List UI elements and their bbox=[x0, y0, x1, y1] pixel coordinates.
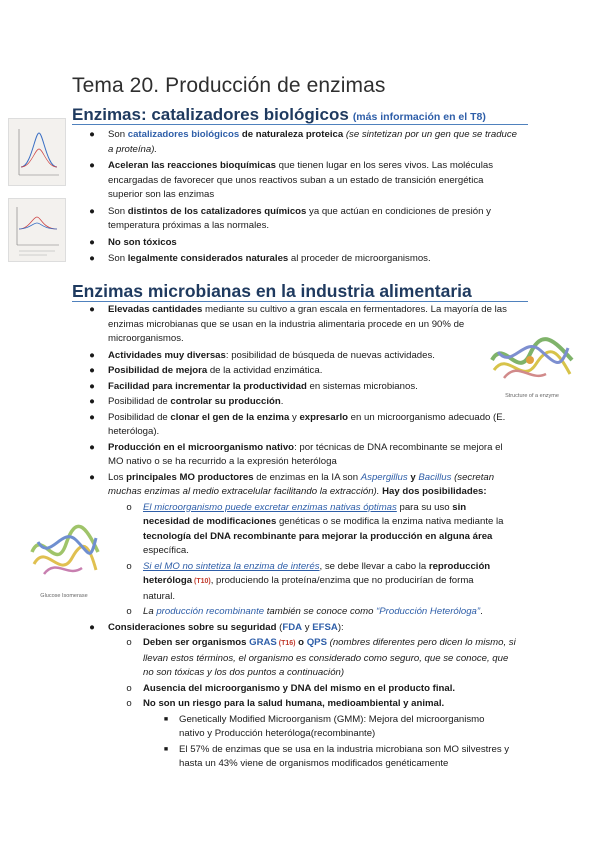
text: específica. bbox=[143, 545, 189, 556]
bullet-icon: ■ bbox=[163, 715, 169, 723]
bullet-icon: ● bbox=[89, 380, 95, 392]
bold-text: necesidad de modificaciones bbox=[143, 516, 277, 527]
text: . bbox=[280, 396, 284, 407]
bold-text: Hay dos posibilidades bbox=[379, 486, 484, 497]
bold-text: Deben ser organismos bbox=[143, 637, 250, 648]
bullet-icon: ● bbox=[89, 160, 95, 171]
text: enzimas microbianas que se usan en la industria alimentaria procede en un 90% de bbox=[108, 318, 465, 330]
text: y bbox=[289, 411, 300, 423]
bullet-icon: o bbox=[126, 606, 132, 617]
italic-text: muchas enzimas al medio extracelular facilitando la extracción). bbox=[108, 486, 380, 497]
text: temperatura próximas a las normales. bbox=[108, 220, 270, 231]
text: Los bbox=[108, 471, 127, 483]
topic-tag: (T16) bbox=[276, 640, 296, 647]
text: ( bbox=[276, 621, 283, 633]
list-item bbox=[88, 252, 528, 267]
bullet-icon: ● bbox=[89, 129, 95, 140]
bullet-icon: o bbox=[126, 637, 132, 648]
list-item bbox=[125, 560, 528, 605]
text: nativo y Producción heteróloga(recombinante) bbox=[179, 728, 376, 739]
list-item bbox=[88, 364, 528, 379]
bold-text: reproducción bbox=[428, 560, 491, 572]
bold-text: legalmente considerados naturales bbox=[127, 253, 289, 264]
section-heading-text: Enzimas: catalizadores biológicos bbox=[72, 105, 349, 124]
text: de la actividad enzimática. bbox=[207, 365, 323, 376]
bold-text: Posibilidad de mejora bbox=[108, 365, 208, 376]
text: de enzimas en la IA son bbox=[253, 471, 361, 483]
text: heteróloga). bbox=[108, 426, 160, 437]
text: ya que actúan en condiciones de presión y bbox=[306, 205, 491, 217]
italic-text: La bbox=[143, 606, 157, 617]
text: mediante su cultivo a gran escala en fermentadores. La mayoría de las bbox=[202, 304, 507, 315]
highlight: QPS bbox=[306, 637, 327, 648]
list-item bbox=[88, 236, 528, 251]
list-item bbox=[88, 441, 528, 470]
agency: EFSA bbox=[312, 621, 338, 633]
bullet-icon: ● bbox=[89, 621, 95, 633]
text: que tienen lugar en los seres vivos. Las moléculas bbox=[275, 160, 494, 171]
text: : bbox=[483, 486, 487, 497]
bold-text: clonar el gen de la enzima bbox=[170, 411, 290, 423]
text: natural. bbox=[143, 590, 175, 602]
section-heading-enzimas bbox=[72, 105, 486, 125]
bullet-icon: o bbox=[126, 682, 132, 694]
text: MO nativo o se ha recurrido a la expresión heteróloga bbox=[108, 456, 337, 467]
link-text[interactable]: El microorganismo puede excretar enzimas nativas óptimas bbox=[143, 501, 397, 513]
text: microorganismos. bbox=[108, 333, 184, 344]
highlight: GRAS bbox=[249, 637, 277, 648]
text: en sistemas microbianos. bbox=[306, 380, 418, 392]
genus-name: Aspergillus bbox=[360, 471, 408, 483]
bullet-icon: ● bbox=[89, 441, 95, 453]
text: El 57% de enzimas que se usa en la industria microbiana son MO silvestres y bbox=[179, 743, 510, 755]
bullet-icon: ● bbox=[89, 236, 95, 248]
agency: FDA bbox=[282, 621, 303, 633]
bullet-icon: ■ bbox=[163, 745, 169, 753]
section-heading-microbianas: Enzimas microbianas en la industria alimentaria bbox=[72, 281, 472, 301]
bold-text: Aceleran las reacciones bioquímicas bbox=[108, 160, 276, 171]
bold-text: sin bbox=[452, 501, 467, 513]
bullet-icon: o bbox=[126, 698, 132, 709]
figure-caption: Structure of a enzyme bbox=[505, 393, 559, 399]
bullet-icon: ● bbox=[89, 365, 95, 376]
list-item bbox=[125, 682, 528, 697]
page-title: Tema 20. Producción de enzimas bbox=[72, 74, 386, 97]
list-item bbox=[125, 501, 528, 559]
list-item bbox=[88, 411, 528, 440]
bold-text: Elevadas cantidades bbox=[108, 304, 203, 315]
text: , produciendo la proteína/enzima que no producirían de forma bbox=[210, 575, 474, 586]
italic-text: no son tóxicas y los dos puntos a continuación) bbox=[143, 667, 345, 678]
bold-text: distintos de los catalizadores químicos bbox=[127, 205, 307, 217]
bold-text: Facilidad para incrementar la productividad bbox=[108, 380, 307, 392]
text: Genetically Modified Microorganism (GMM): Mejora del microorganismo bbox=[179, 713, 485, 725]
italic-text: (nombres diferentes pero dicen lo mismo, si bbox=[326, 637, 516, 648]
bullet-icon: ● bbox=[89, 471, 95, 483]
figure-caption: Glucose Isomerase bbox=[40, 593, 88, 599]
list-item bbox=[88, 128, 528, 157]
list-item bbox=[88, 349, 528, 364]
bold-text: Producción en el microorganismo nativo bbox=[108, 441, 295, 453]
list-item bbox=[125, 697, 528, 712]
bold-text: Consideraciones sobre su seguridad bbox=[108, 621, 277, 633]
text: Posibilidad de bbox=[108, 396, 171, 407]
heading-rule bbox=[72, 124, 528, 125]
text: encargadas de favorecer que unos reactivos suban a un estado de transición energética bbox=[108, 174, 484, 186]
text: Son bbox=[108, 205, 128, 217]
highlight: catalizadores biológicos bbox=[127, 129, 240, 140]
bold-text: controlar su producción bbox=[170, 396, 281, 407]
highlight: producción recombinante bbox=[156, 606, 265, 617]
text: . bbox=[480, 606, 483, 617]
section-note: (más información en el T8) bbox=[352, 111, 486, 123]
list-item bbox=[125, 636, 528, 681]
bullet-icon: ● bbox=[89, 205, 95, 217]
text: para su uso bbox=[396, 501, 453, 513]
bold-text: expresarlo bbox=[299, 411, 348, 423]
highlight: “Producción Heteróloga” bbox=[376, 606, 481, 617]
bullet-icon: ● bbox=[89, 411, 95, 423]
italic-text: (se sintetizan por un gen que se traduce bbox=[343, 129, 518, 140]
graph-icon bbox=[9, 119, 65, 185]
bold-text: principales MO productores bbox=[126, 471, 254, 483]
text: al proceder de microorganismos. bbox=[288, 253, 431, 264]
list-item bbox=[88, 159, 528, 203]
text: Son bbox=[108, 129, 128, 140]
text: superior son las enzimas bbox=[108, 189, 215, 200]
list-item bbox=[162, 713, 528, 742]
italic-text: a proteína). bbox=[108, 143, 158, 155]
bold-text: tecnología del DNA recombinante para mejorar la producción en alguna área bbox=[143, 530, 493, 542]
text: : posibilidad de búsqueda de nuevas actividades. bbox=[225, 349, 435, 361]
list-item bbox=[88, 205, 528, 234]
text: Posibilidad de bbox=[108, 411, 171, 423]
list-item bbox=[88, 471, 528, 500]
heading-rule bbox=[72, 301, 528, 302]
italic-text: llevan estos términos, el organismo es considerado como seguro, que se conoce, que bbox=[143, 652, 509, 664]
list-item bbox=[88, 395, 528, 410]
list-item bbox=[162, 743, 528, 772]
graph-icon bbox=[9, 199, 65, 261]
text: hasta un 43% viene de organismos modificados genéticamente bbox=[179, 758, 449, 769]
bullet-list-section2 bbox=[88, 303, 528, 772]
list-item bbox=[125, 605, 528, 620]
energy-graph-figure bbox=[8, 118, 66, 186]
topic-tag: (T10) bbox=[192, 578, 211, 585]
bullet-icon: o bbox=[126, 560, 132, 572]
bullet-icon: ● bbox=[89, 396, 95, 407]
text: ): bbox=[337, 621, 344, 633]
bullet-icon: ● bbox=[89, 349, 95, 361]
text: y bbox=[407, 471, 419, 483]
bold-text: de naturaleza proteica bbox=[239, 129, 344, 140]
list-item bbox=[88, 303, 528, 347]
list-item bbox=[88, 621, 528, 636]
text: , se debe llevar a cabo la bbox=[319, 560, 429, 572]
bullet-icon: ● bbox=[89, 253, 95, 264]
italic-text: también se conoce como bbox=[264, 606, 377, 617]
list-item bbox=[88, 380, 528, 395]
bold-text: Ausencia del microorganismo y DNA del mismo en el producto final. bbox=[143, 682, 456, 694]
text: Son bbox=[108, 253, 128, 264]
bold-text: No son tóxicos bbox=[108, 236, 177, 248]
italic-text: (secretan bbox=[451, 471, 495, 483]
bold-text: o bbox=[295, 637, 307, 648]
text: genéticas o se modifica la enzima nativa mediante la bbox=[276, 516, 504, 527]
text: : por técnicas de DNA recombinante se mejora el bbox=[294, 441, 503, 453]
bold-text: No son un riesgo para la salud humana, medioambiental y animal. bbox=[143, 698, 445, 709]
bullet-icon: ● bbox=[89, 304, 95, 315]
text: y bbox=[302, 621, 313, 633]
bold-text: heteróloga bbox=[143, 575, 193, 586]
text: en un microorganismo adecuado (E. bbox=[347, 411, 506, 423]
link-text[interactable]: Si el MO no sintetiza la enzima de interés bbox=[143, 560, 320, 572]
bullet-list-section1 bbox=[88, 128, 528, 267]
genus-name: Bacillus bbox=[418, 471, 452, 483]
bold-text: Actividades muy diversas bbox=[108, 349, 226, 361]
reaction-graph-figure bbox=[8, 198, 66, 262]
bullet-icon: o bbox=[126, 501, 132, 513]
